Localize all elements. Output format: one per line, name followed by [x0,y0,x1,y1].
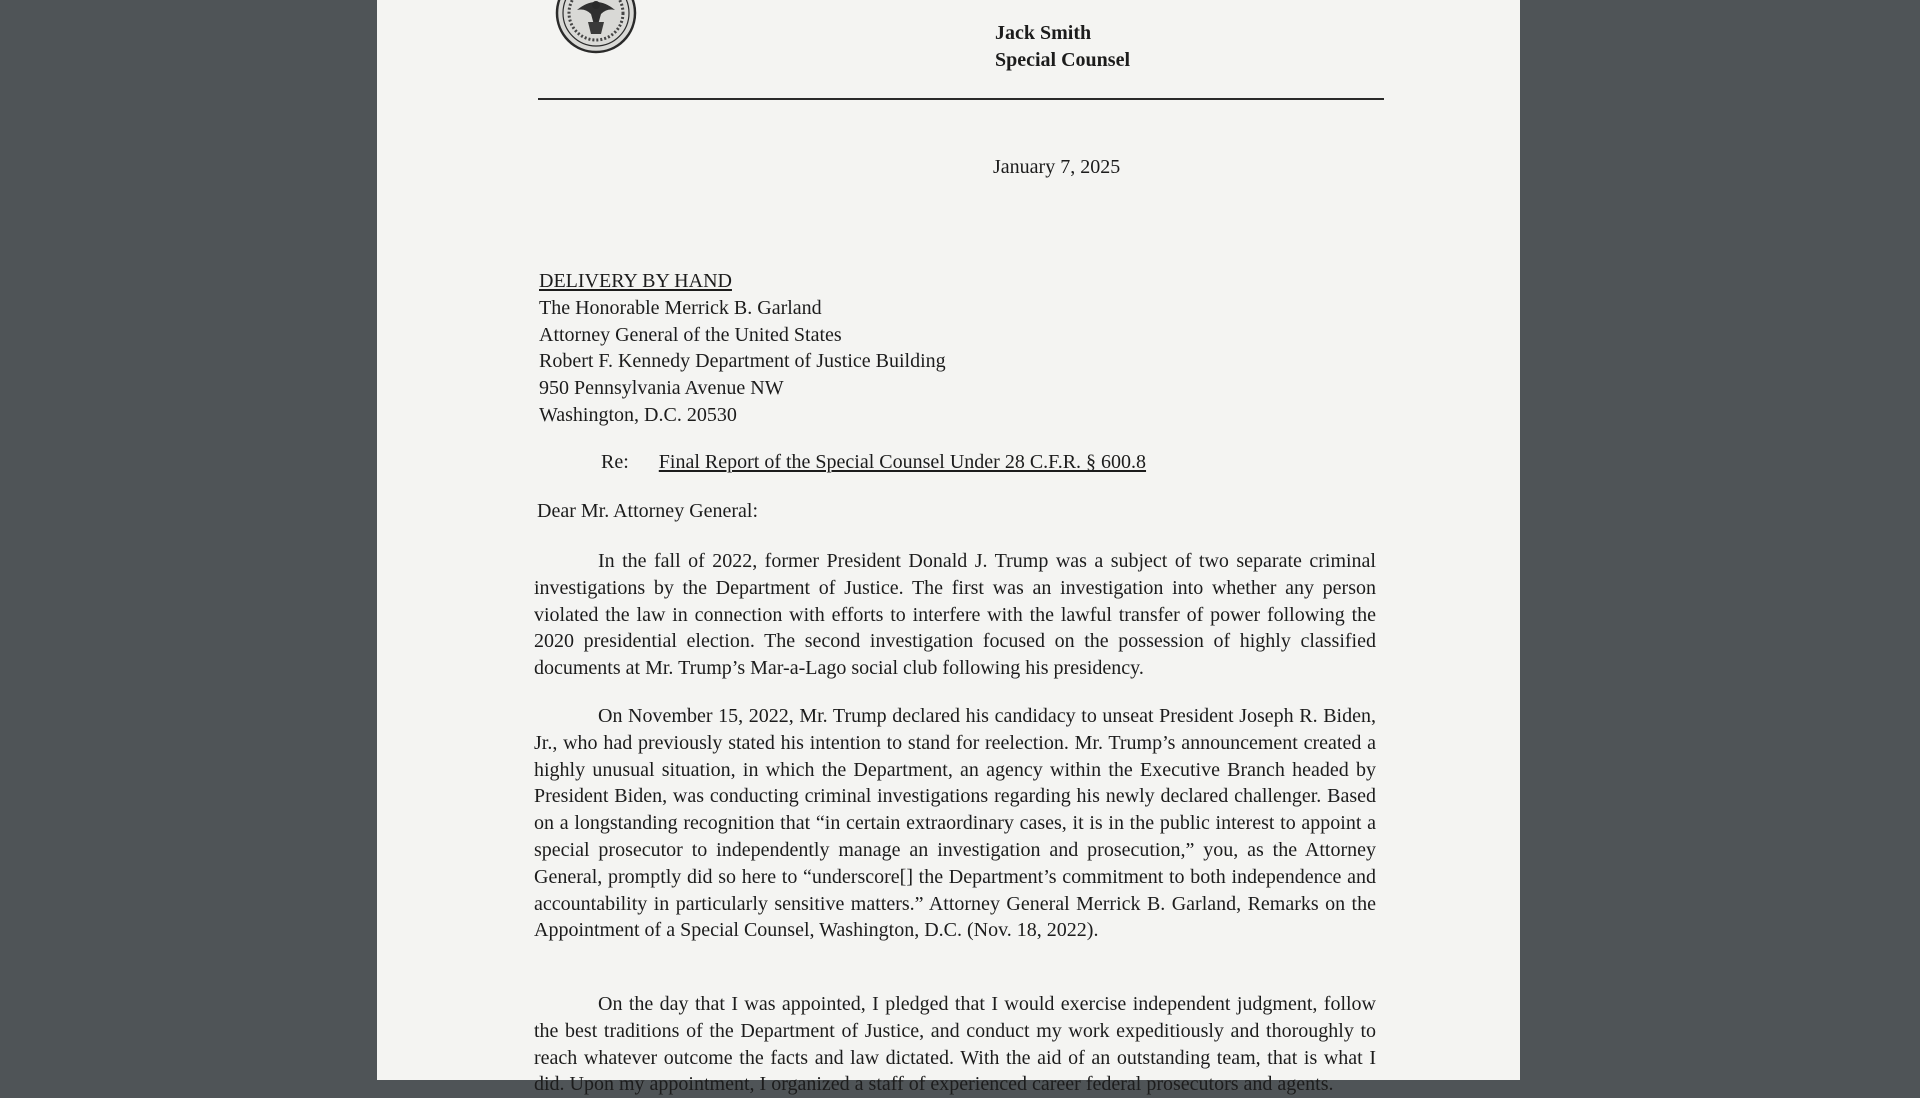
letterhead-name: Jack Smith [995,22,1092,44]
letter-date: January 7, 2025 [993,156,1121,178]
delivery-method: DELIVERY BY HAND [539,270,732,292]
subject-line [601,451,1146,474]
address-line: Attorney General of the United States [539,323,842,346]
body-paragraph-2: On November 15, 2022, Mr. Trump declared his candidacy to unseat President Joseph R. Biden, Jr., who had previously stated his intention to stand for reelection. Mr. Trump’s announcement created a highly unusual situation, in which the Department, an agency within the Executive Branch headed by President Biden, was conducting criminal investigations regarding his newly declared challenger. Based on a longstanding recognition that “in certain extraordinary cases, it is in the public interest to appoint a special prosecutor to independently manage an investigation and prosecution,” you, as the Attorney General, promptly did so here to “underscore[] the Department’s commitment to both independence and accountability in particularly sensitive matters.” Attorney General Merrick B. Garland, Remarks on the Appointment of a Special Counsel, Washington, D.C. (Nov. 18, 2022). [534,705,1376,942]
subject-text: Final Report of the Special Counsel Under 28 C.F.R. § 600.8 [658,451,1147,473]
document-page[interactable] [377,0,1520,1096]
body-paragraph-1: In the fall of 2022, former President Donald J. Trump was a subject of two separate criminal investigations by the Department of Justice. The first was an investigation into whether any person violated the law in connection with efforts to interfere with the lawful transfer of power following the 2020 presidential election. The second investigation focused on the possession of highly classified documents at Mr. Trump’s Mar-a-Lago social club following his presidency. [534,550,1376,680]
address-line: Robert F. Kennedy Department of Justice Building [539,350,946,373]
doj-seal-icon [555,0,637,54]
salutation: Dear Mr. Attorney General: [537,500,759,522]
letterhead-title: Special Counsel [995,49,1131,71]
letterhead [995,20,1130,74]
body-paragraph-3: On the day that I was appointed, I pledged that I would exercise independent judgment, follow the best traditions of the Department of Justice, and conduct my work expeditiously and thoroughly to reach whatever outcome the facts and law dictated. With the aid of an outstanding team, that is what I did. Upon my appointment, I organized a staff of experienced career federal prosecutors and agents. [534,993,1376,1096]
address-line: The Honorable Merrick B. Garland [539,296,822,319]
letterhead-divider [538,98,1384,100]
address-line: Washington, D.C. 20530 [539,403,737,426]
recipient-address [539,268,946,429]
subject-label: Re: [601,451,629,473]
address-line: 950 Pennsylvania Avenue NW [539,377,784,400]
